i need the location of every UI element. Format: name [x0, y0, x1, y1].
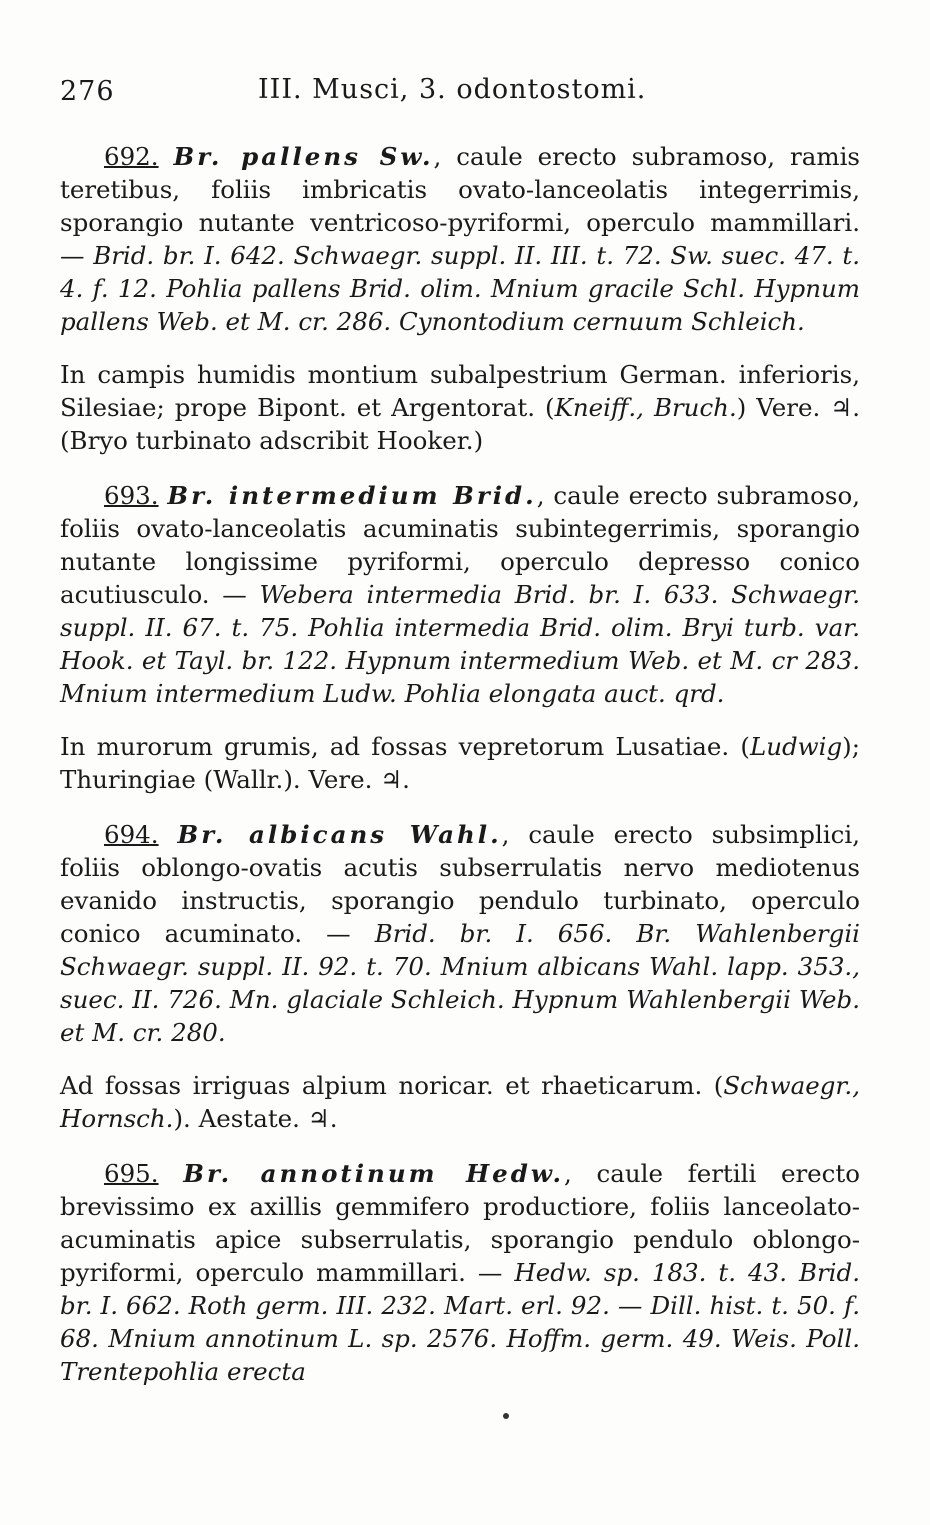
entry-number: 693.	[104, 481, 159, 510]
species-entry-692	[60, 140, 860, 338]
ink-speck	[503, 1413, 509, 1419]
habitat-collector: Kneiff., Bruch.	[554, 393, 737, 422]
entry-number: 695.	[104, 1159, 159, 1188]
species-name: Br. albicans Wahl.	[177, 820, 502, 849]
diagnosis: , caule fertili erecto brevissimo ex axillis gemmifero productiore, foliis lanceolato-acuminatis apice subserrulatis, sporangio pendulo oblongo-pyriformi, operculo mammillari. —	[60, 1159, 860, 1287]
habitat-tail: ). Aestate. ♃.	[173, 1104, 338, 1133]
species-name: Br. pallens Sw.	[173, 142, 434, 171]
habitat-collector: Ludwig	[749, 732, 843, 761]
synonymy: Brid. br. I. 656. Br. Wahlenbergii Schwaegr. suppl. II. 92. t. 70. Mnium albicans Wahl. lapp. 353., suec. II. 726. Mn. glaciale Schleich. Hypnum Wahlenbergii Web. et M. cr. 280.	[60, 919, 860, 1047]
species-entry-693	[60, 479, 860, 710]
habitat-692	[60, 358, 860, 457]
diagnosis: , caule erecto subsimplici, foliis oblongo-ovatis acutis subserrulatis nervo mediotenus evanido instructis, sporangio pendulo turbinato, operculo conico acuminato. —	[60, 820, 860, 948]
diagnosis: , caule erecto subramoso, foliis ovato-lanceolatis acuminatis subintegerrimis, sporangio nutante longissime pyriformi, operculo depresso conico acutiusculo. —	[60, 481, 860, 609]
entry-number: 694.	[104, 820, 159, 849]
diagnosis: , caule erecto subramoso, ramis teretibus, foliis imbricatis ovato-lanceolatis integerrimis, sporangio nutante ventricoso-pyriformi, operculo mammillari. —	[60, 142, 860, 270]
page-number: 276	[60, 76, 115, 107]
habitat-text: Ad fossas irriguas alpium noricar. et rhaeticarum. (	[60, 1071, 724, 1100]
running-head	[60, 70, 880, 110]
habitat-tail: ); Thuringiae (Wallr.). Vere. ♃.	[60, 732, 860, 794]
species-name: Br. intermedium Brid.	[167, 481, 537, 510]
species-entry-694	[60, 818, 860, 1049]
running-title: III. Musci, 3. odontostomi.	[258, 74, 647, 105]
synonymy: Webera intermedia Brid. br. I. 633. Schwaegr. suppl. II. 67. t. 75. Pohlia intermedia Brid. olim. Bryi turb. var. Hook. et Tayl. br. 122. Hypnum intermedium Web. et M. cr 283. Mnium intermedium Ludw. Pohlia elongata auct. qrd.	[60, 580, 860, 708]
species-entry-695	[60, 1157, 860, 1388]
entry-number: 692.	[104, 142, 159, 171]
habitat-tail: ) Vere. ♃. (Bryo turbinato adscribit Hooker.)	[60, 393, 860, 455]
synonymy: Brid. br. I. 642. Schwaegr. suppl. II. III. t. 72. Sw. suec. 47. t. 4. f. 12. Pohlia pallens Brid. olim. Mnium gracile Schl. Hypnum pallens Web. et M. cr. 286. Cynontodium cernuum Schleich.	[60, 241, 860, 336]
habitat-693	[60, 730, 860, 796]
species-name: Br. annotinum Hedw.	[183, 1159, 565, 1188]
synonymy: Hedw. sp. 183. t. 43. Brid. br. I. 662. Roth germ. III. 232. Mart. erl. 92. — Dill. hist. t. 50. f. 68. Mnium annotinum L. sp. 2576. Hoffm. germ. 49. Weis. Poll. Trentepohlia erecta	[60, 1258, 860, 1386]
habitat-694	[60, 1069, 860, 1135]
page-body	[60, 140, 860, 1408]
habitat-text: In murorum grumis, ad fossas vepretorum Lusatiae. (	[60, 732, 750, 761]
habitat-collector: Schwaegr., Hornsch.	[60, 1071, 860, 1133]
habitat-text: In campis humidis montium subalpestrium German. inferioris, Silesiae; prope Bipont. et Argentorat. (	[60, 360, 860, 422]
